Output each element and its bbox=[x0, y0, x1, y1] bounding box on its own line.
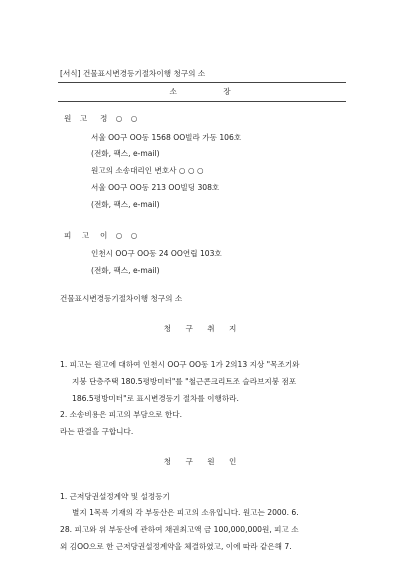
cause-line-1: 별지 1목록 기재의 각 부동산은 피고의 소유입니다. 원고는 2000. 6. bbox=[72, 508, 299, 517]
defendant-contact: (전화, 팩스, e-mail) bbox=[91, 266, 160, 275]
cause-heading: 청 구 원 인 bbox=[163, 457, 243, 466]
cause-line-3: 외 김OO으로 한 근저당권설정계약을 체결하였고, 이에 따라 같은해 7. bbox=[60, 542, 292, 551]
title-rule bbox=[58, 101, 346, 102]
claim-item-1-line-2: 지붕 단층주택 180.5평방미터"를 "철근콘크리트조 슬라브지붕 점포 bbox=[72, 377, 297, 386]
cause-line-2: 28. 피고와 위 부동산에 관하여 채권최고액 금 100,000,000원, 피고 소 bbox=[60, 525, 299, 534]
case-name: 건물표시변경등기절차이행 청구의 소 bbox=[60, 294, 183, 303]
plaintiff-attorney: 원고의 소송대리인 변호사 ○ ○ ○ bbox=[91, 166, 204, 175]
top-rule bbox=[58, 82, 346, 83]
claim-heading: 청 구 취 지 bbox=[163, 324, 243, 333]
cause-section-1-title: 1. 근저당권설정계약 및 설정등기 bbox=[60, 492, 170, 501]
attorney-address: 서울 OO구 OO동 213 OO빌딩 308호 bbox=[91, 183, 220, 192]
attorney-contact: (전화, 팩스, e-mail) bbox=[91, 200, 160, 209]
plaintiff-address: 서울 OO구 OO동 1568 OO빌라 가동 106호 bbox=[91, 133, 242, 142]
plaintiff-label: 원 고 bbox=[64, 114, 91, 123]
claim-item-2: 2. 소송비용은 피고의 부담으로 한다. bbox=[60, 410, 183, 419]
defendant-name: 이 ○ ○ bbox=[100, 231, 141, 240]
claim-item-1-line-1: 1. 피고는 원고에 대하여 인천시 OO구 OO동 1가 2의13 지상 "목조기와 bbox=[60, 360, 300, 369]
defendant-address: 인천시 OO구 OO동 24 OO연립 103호 bbox=[91, 249, 222, 258]
claim-item-1-line-3: 186.5평방미터"로 표시변경등기 절차를 이행하라. bbox=[72, 394, 239, 403]
plaintiff-contact: (전화, 팩스, e-mail) bbox=[91, 149, 160, 158]
defendant-label: 피 고 bbox=[64, 231, 94, 240]
claim-closing: 라는 판결을 구합니다. bbox=[60, 427, 134, 436]
plaintiff-name: 정 ○ ○ bbox=[100, 114, 141, 123]
document-title: 소 장 bbox=[169, 87, 253, 96]
form-header: [서식] 건물표시변경등기절차이행 청구의 소 bbox=[60, 69, 206, 78]
